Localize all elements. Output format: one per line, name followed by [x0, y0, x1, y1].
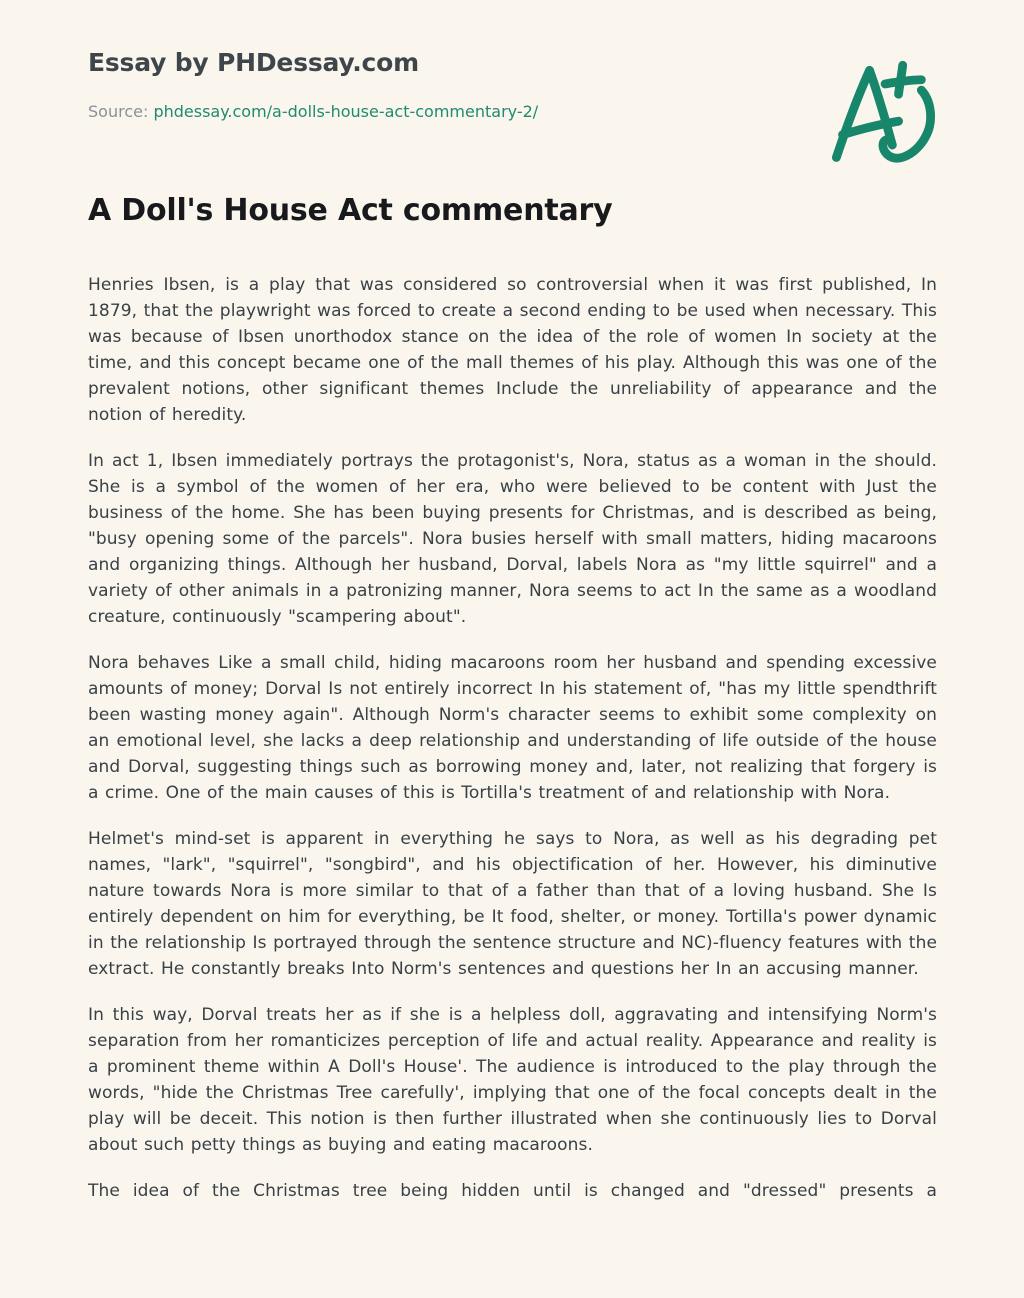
essay-paragraph-4: Helmet's mind-set is apparent in everything he says to Nora, as well as his degrading pet names, "lark", "squirrel", "songbird", and his objectification of her. However, his diminutive nature towards Nora is more similar to that of a father than that of a loving husband. She Is entirely dependent on him for everything, be It food, shelter, or money. Tortilla's power dynamic in the relationship Is portrayed through the sentence structure and NC)-fluency features with the extract. He constantly breaks Into Norm's sentences and questions her In an accusing manner. — [88, 829, 938, 979]
essay-body — [88, 272, 937, 1200]
essay-paragraph-5: In this way, Dorval treats her as if she is a helpless doll, aggravating and intensifying Norm's separation from her romanticizes perception of life and actual reality. Appearance and reality is a prominent theme within A Doll's House'. The audience is introduced to the play through the words, "hide the Christmas Tree carefully', implying that one of the focal concepts dealt in the play will be deceit. This notion is then further illustrated when she continuously lies to Dorval about such petty things as buying and eating macaroons. — [88, 1005, 937, 1155]
essay-paragraph-2: In act 1, Ibsen immediately portrays the protagonist's, Nora, status as a woman in the should. She is a symbol of the women of her era, who were believed to be content with Just the business of the home. She has been buying presents for Christmas, and is described as being, "busy opening some of the parcels". Nora busies herself with small matters, hiding macaroons and organizing things. Although her husband, Dorval, labels Nora as "my little squirrel" and a variety of other animals in a patronizing manner, Nora seems to act In the same as a woodland creature, continuously "scampering about". — [88, 451, 937, 627]
brand-title: Essay by PHDessay.com — [88, 48, 419, 77]
a-plus-logo-icon — [826, 58, 940, 172]
a-plus-logo-strokes — [836, 65, 930, 158]
essay-paragraph-6: The idea of the Christmas tree being hidden until is changed and "dressed" presents a — [88, 1181, 937, 1200]
page-header — [88, 48, 937, 122]
source-line — [88, 102, 937, 122]
essay-paragraph-3: Nora behaves Like a small child, hiding macaroons room her husband and spending excessive amounts of money; Dorval Is not entirely incorrect In his statement of, "has my little spendthrift been wasting money again". Although Norm's character seems to exhibit some complexity on an emotional level, she lacks a deep relationship and understanding of life outside of the house and Dorval, suggesting things such as borrowing money and, later, not realizing that forgery is a crime. One of the main causes of this is Tortilla's treatment of and relationship with Nora. — [88, 653, 937, 803]
source-link[interactable]: phdessay.com/a-dolls-house-act-commentary-2/ — [153, 102, 539, 121]
essay-title: A Doll's House Act commentary — [88, 193, 613, 228]
clipped-paragraph-container — [88, 1178, 937, 1200]
essay-paragraph-1: Henries Ibsen, is a play that was considered so controversial when it was first published, In 1879, that the playwright was forced to create a second ending to be used when necessary. This was because of Ibsen unorthodox stance on the idea of the role of women In society at the time, and this concept became one of the mall themes of his play. Although this was one of the prevalent notions, other significant themes Include the unreliability of appearance and the notion of heredity. — [88, 275, 938, 425]
source-label: Source: — [88, 102, 149, 121]
